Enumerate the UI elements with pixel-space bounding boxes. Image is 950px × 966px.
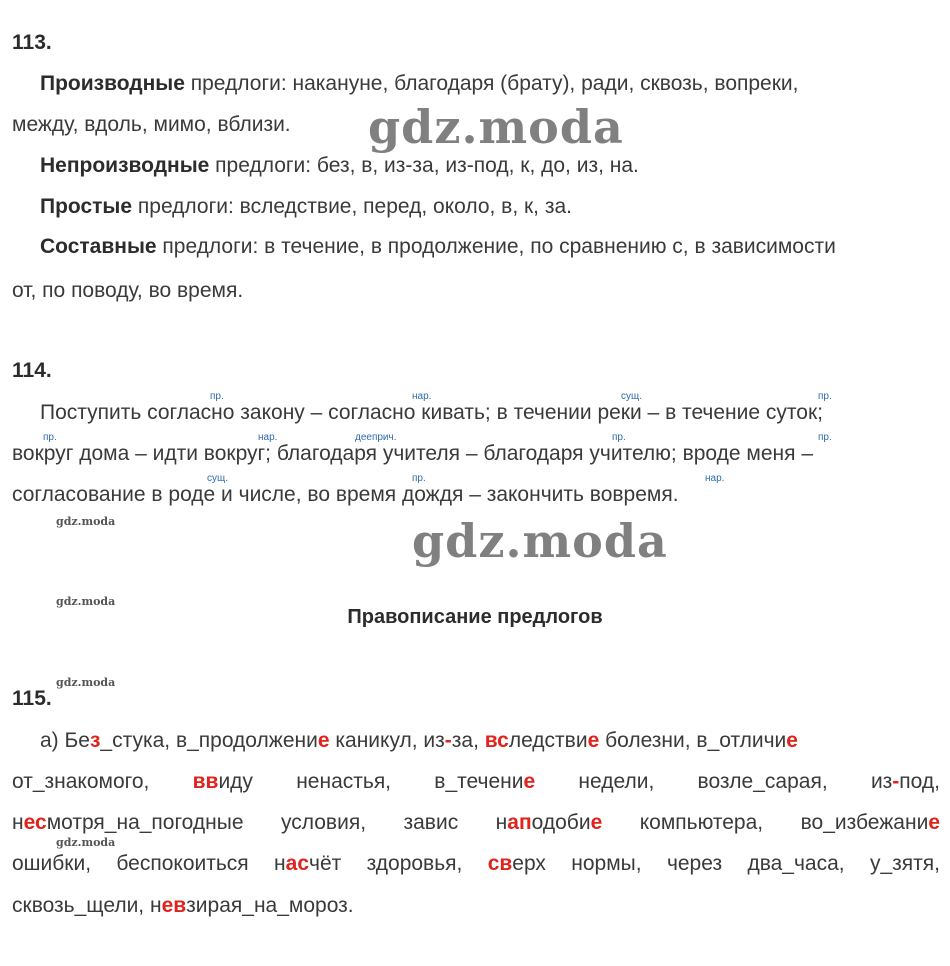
text-line: сквозь_щели, невзирая_на_мороз. <box>12 894 354 917</box>
exercise-number-115: 115. <box>12 687 52 710</box>
pos-label: нар. <box>412 391 432 402</box>
text-span: предлоги: в течение, в продолжение, по сравнению с, в зависимости <box>156 235 836 258</box>
text-line: Поступить согласно закону – согласно кивать; в течении реки – в течение суток; <box>40 401 823 424</box>
text-span: предлоги: вследствие, перед, около, в, к, за. <box>132 195 572 218</box>
pos-label: сущ. <box>207 473 229 484</box>
pos-label: пр. <box>818 391 832 402</box>
term-bold: Простые <box>40 195 133 218</box>
pos-label: дееприч. <box>355 432 397 443</box>
watermark-small: gdz.moda <box>56 515 116 528</box>
text-line <box>40 154 940 178</box>
text-line: а) Без_стука, в_продолжение каникул, из-за, вследствие болезни, в_отличие <box>40 729 798 752</box>
pos-label: нар. <box>258 432 278 443</box>
text-span: предлоги: накануне, благодаря (брату), ради, сквозь, вопреки, <box>184 72 799 95</box>
term-bold: Составные <box>40 235 157 258</box>
watermark-small: gdz.moda <box>56 836 116 849</box>
term-bold: Производные <box>40 72 185 95</box>
watermark: gdz.moda <box>368 100 624 154</box>
pos-label: сущ. <box>621 391 643 402</box>
text-span: предлоги: без, в, из-за, из-под, к, до, из, на. <box>209 154 639 177</box>
watermark: gdz.moda <box>412 514 668 568</box>
watermark-small: gdz.moda <box>56 676 116 689</box>
exercise-number-114: 114. <box>12 359 52 382</box>
pos-label: пр. <box>43 432 57 443</box>
text-line: от_знакомого, ввиду ненастья, в_течение недели, возле_сарая, из-под, <box>12 770 940 793</box>
exercise-number-113: 113. <box>12 31 52 54</box>
text-line: между, вдоль, мимо, вблизи. <box>12 113 291 136</box>
pos-label: пр. <box>818 432 832 443</box>
pos-label: пр. <box>612 432 626 443</box>
section-heading: Правописание предлогов <box>347 606 603 628</box>
pos-label: нар. <box>705 473 725 484</box>
text-line: согласование в роде и числе, во время дождя – закончить вовремя. <box>12 483 679 506</box>
pos-label: пр. <box>210 391 224 402</box>
pos-label: пр. <box>412 473 426 484</box>
text-span: вокруг дома – идти вокруг; благодаря учителя – благодаря учителю; вроде меня – <box>12 442 814 465</box>
text-line: от, по поводу, во время. <box>12 279 244 302</box>
watermark-small: gdz.moda <box>56 595 116 608</box>
text-line <box>40 235 940 259</box>
term-bold: Непроизводные <box>40 154 210 177</box>
text-line: несмотря_на_погодные условия, завис наподобие компьютера, во_избежание <box>12 811 940 834</box>
text-line <box>40 72 940 96</box>
text-line: ошибки, беспокоиться насчёт здоровья, сверх нормы, через два_часа, у_зятя, <box>12 852 940 875</box>
text-line <box>40 195 940 219</box>
text-line <box>12 442 940 466</box>
